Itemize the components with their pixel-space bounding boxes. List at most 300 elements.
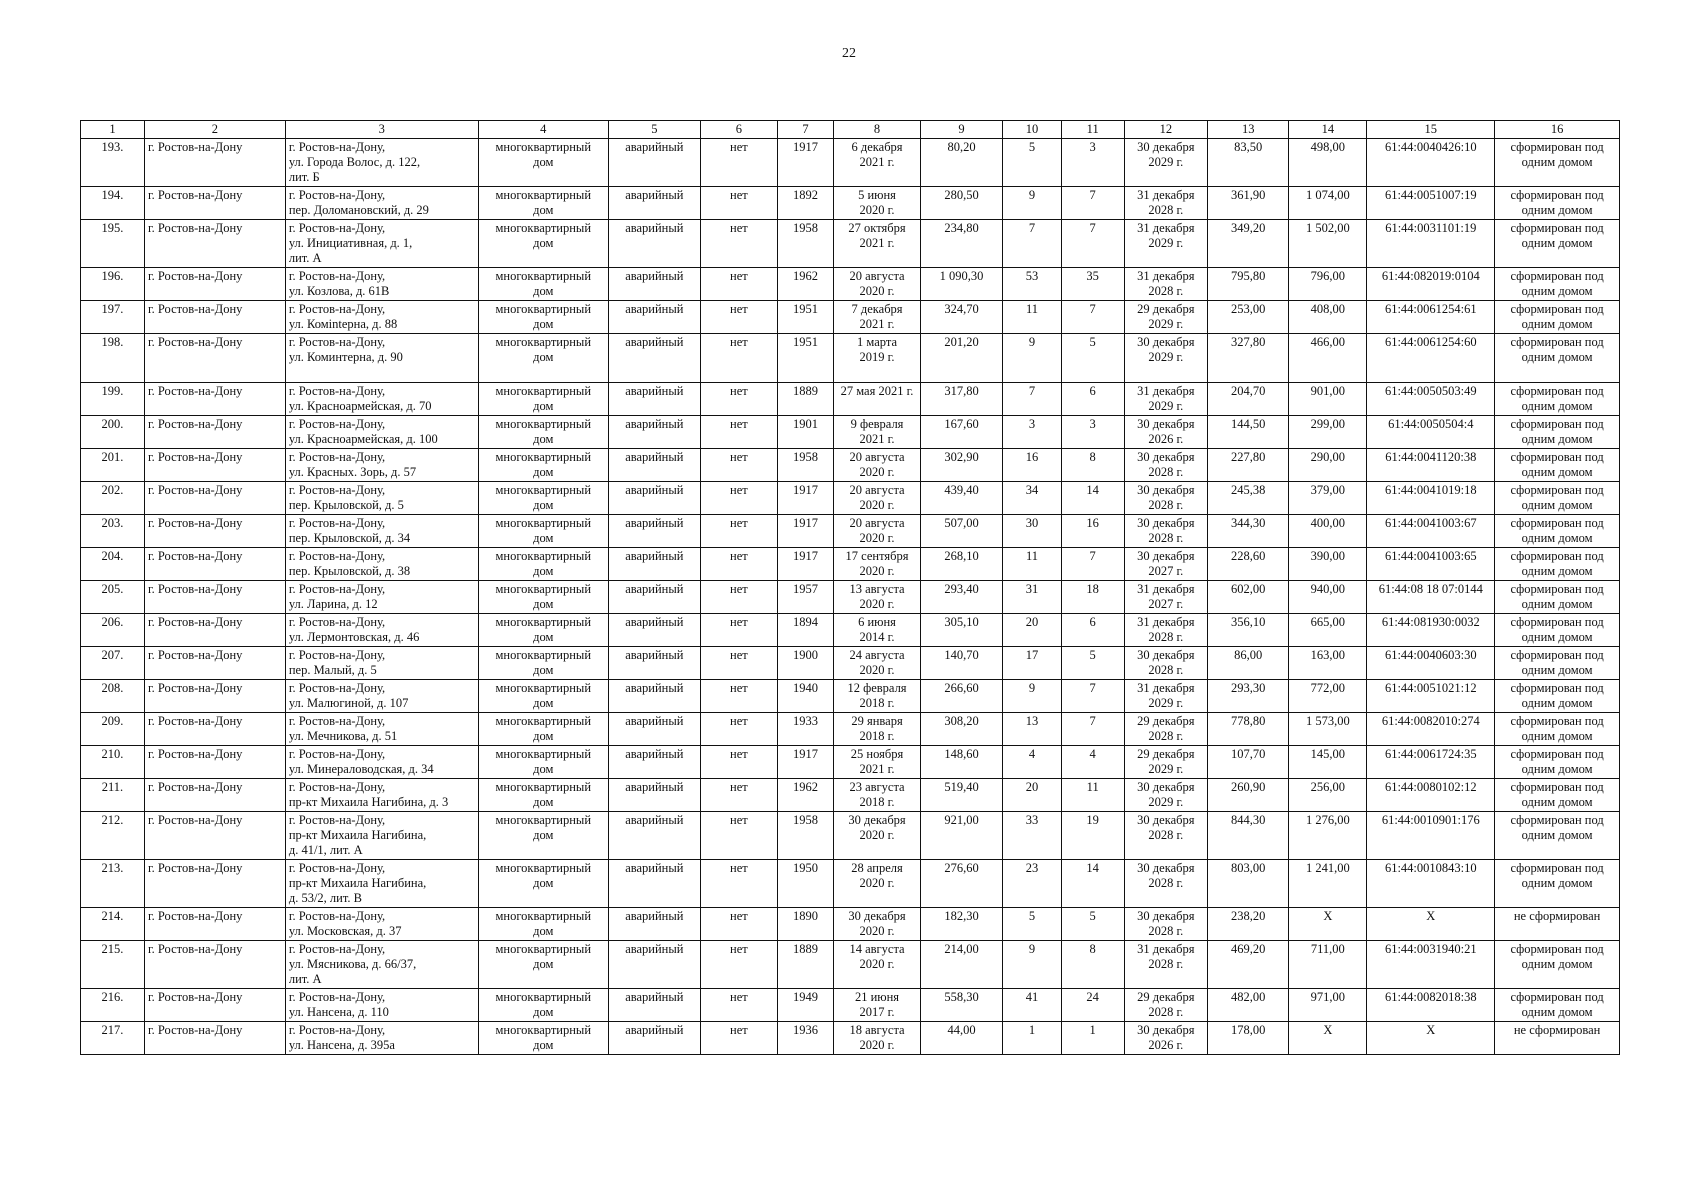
building-type-cell-line: дом — [533, 795, 554, 809]
land-status-cell-line: одним домом — [1521, 432, 1593, 446]
deadline-cell-line: 2029 г. — [1148, 317, 1184, 331]
recognition-date-cell-line: 2020 г. — [859, 498, 895, 512]
recognition-date-cell-line: 20 августа — [849, 450, 905, 464]
status-cell: аварийный — [608, 941, 700, 989]
recognition-date-cell — [834, 383, 921, 416]
address-cell-line: пер. Крыловской, д. 34 — [288, 531, 411, 545]
land-status-cell-line: одним домом — [1521, 203, 1593, 217]
land-status-cell-line: сформирован под — [1510, 140, 1604, 154]
deadline-cell-line: 2028 г. — [1148, 924, 1184, 938]
address-cell — [285, 713, 478, 746]
cadastral-number-cell: 61:44:0010901:176 — [1367, 812, 1495, 860]
municipality-cell: г. Ростов-на-Дону — [144, 187, 285, 220]
land-status-cell — [1495, 139, 1620, 187]
year-cell: 1917 — [777, 482, 833, 515]
table-row — [81, 713, 1620, 746]
flag-cell: нет — [700, 334, 777, 383]
recognition-date-cell-line: 2021 г. — [859, 762, 895, 776]
column-header-11: 11 — [1061, 121, 1124, 139]
building-type-cell-line: дом — [533, 696, 554, 710]
building-type-cell — [478, 746, 608, 779]
deadline-cell-line: 31 декабря — [1137, 681, 1195, 695]
table-row — [81, 779, 1620, 812]
deadline-cell — [1124, 383, 1207, 416]
address-cell — [285, 139, 478, 187]
building-type-cell-line: многоквартирный — [495, 483, 592, 497]
column-header-1: 1 — [81, 121, 145, 139]
recognition-date-cell — [834, 860, 921, 908]
address-cell-line: ул. Малюгиной, д. 107 — [288, 696, 409, 710]
address-cell-line: д. 53/2, лит. В — [288, 891, 362, 905]
address-cell — [285, 680, 478, 713]
deadline-cell-line: 31 декабря — [1137, 942, 1195, 956]
land-status-cell — [1495, 908, 1620, 941]
cadastral-number-cell: Х — [1367, 908, 1495, 941]
deadline-cell-line: 30 декабря — [1137, 813, 1195, 827]
address-cell — [285, 548, 478, 581]
residents-cell: 41 — [1003, 989, 1062, 1022]
area-cell: 302,90 — [920, 449, 1002, 482]
area-cell: 1 090,30 — [920, 268, 1002, 301]
area-cell: 234,80 — [920, 220, 1002, 268]
premises-cell: 11 — [1061, 779, 1124, 812]
deadline-cell-line: 30 декабря — [1137, 549, 1195, 563]
address-cell-line: г. Ростов-на-Дону, — [288, 450, 386, 464]
land-status-cell-line: сформирован под — [1510, 483, 1604, 497]
recognition-date-cell-line: 2020 г. — [859, 1038, 895, 1052]
land-status-cell-line: одним домом — [1521, 597, 1593, 611]
recognition-date-cell — [834, 746, 921, 779]
premises-cell: 19 — [1061, 812, 1124, 860]
flag-cell: нет — [700, 139, 777, 187]
recognition-date-cell — [834, 515, 921, 548]
deadline-cell-line: 2028 г. — [1148, 876, 1184, 890]
status-cell: аварийный — [608, 1022, 700, 1055]
building-type-cell-line: многоквартирный — [495, 417, 592, 431]
address-cell — [285, 779, 478, 812]
flag-cell: нет — [700, 581, 777, 614]
cadastral-number-cell: Х — [1367, 1022, 1495, 1055]
deadline-cell-line: 30 декабря — [1137, 483, 1195, 497]
table-row — [81, 268, 1620, 301]
status-cell: аварийный — [608, 860, 700, 908]
status-cell: аварийный — [608, 614, 700, 647]
land-status-cell-line: одним домом — [1521, 155, 1593, 169]
deadline-cell — [1124, 908, 1207, 941]
building-type-cell-line: многоквартирный — [495, 714, 592, 728]
recognition-date-cell — [834, 581, 921, 614]
building-type-cell — [478, 449, 608, 482]
land-status-cell — [1495, 812, 1620, 860]
address-cell-line: г. Ростов-на-Дону, — [288, 714, 386, 728]
address-cell-line: г. Ростов-на-Дону, — [288, 990, 386, 1004]
area-cell: 317,80 — [920, 383, 1002, 416]
recognition-date-cell-line: 30 декабря — [848, 909, 906, 923]
row-number-cell: 193. — [81, 139, 145, 187]
deadline-cell — [1124, 614, 1207, 647]
premises-cell: 5 — [1061, 334, 1124, 383]
flag-cell: нет — [700, 548, 777, 581]
deadline-cell — [1124, 139, 1207, 187]
residents-cell: 9 — [1003, 187, 1062, 220]
building-type-cell-line: многоквартирный — [495, 302, 592, 316]
building-type-cell-line: многоквартирный — [495, 780, 592, 794]
deadline-cell — [1124, 301, 1207, 334]
table-row — [81, 515, 1620, 548]
recognition-date-cell — [834, 139, 921, 187]
residents-cell: 3 — [1003, 416, 1062, 449]
row-number-cell: 195. — [81, 220, 145, 268]
deadline-cell-line: 29 декабря — [1137, 747, 1195, 761]
recognition-date-cell-line: 2018 г. — [859, 696, 895, 710]
deadline-cell — [1124, 449, 1207, 482]
area-cell: 201,20 — [920, 334, 1002, 383]
land-area-cell: 178,00 — [1208, 1022, 1289, 1055]
recognition-date-cell-line: 21 июня — [854, 990, 900, 1004]
building-type-cell — [478, 812, 608, 860]
status-cell: аварийный — [608, 187, 700, 220]
status-cell: аварийный — [608, 989, 700, 1022]
cadastral-number-cell: 61:44:0061724:35 — [1367, 746, 1495, 779]
year-cell: 1962 — [777, 268, 833, 301]
deadline-cell — [1124, 416, 1207, 449]
year-cell: 1962 — [777, 779, 833, 812]
building-type-cell — [478, 268, 608, 301]
residents-cell: 7 — [1003, 383, 1062, 416]
deadline-cell — [1124, 680, 1207, 713]
table-row — [81, 812, 1620, 860]
residents-cell: 9 — [1003, 334, 1062, 383]
cadastral-number-cell: 61:44:0031101:19 — [1367, 220, 1495, 268]
table-row — [81, 187, 1620, 220]
row-number-cell: 211. — [81, 779, 145, 812]
deadline-cell — [1124, 941, 1207, 989]
land-status-cell — [1495, 482, 1620, 515]
residents-cell: 11 — [1003, 301, 1062, 334]
recognition-date-cell — [834, 680, 921, 713]
address-cell-line: г. Ростов-на-Дону, — [288, 681, 386, 695]
building-type-cell — [478, 548, 608, 581]
recognition-date-cell — [834, 268, 921, 301]
year-cell: 1917 — [777, 746, 833, 779]
year-cell: 1958 — [777, 812, 833, 860]
area-cell: 268,10 — [920, 548, 1002, 581]
land-size-cell: 1 241,00 — [1289, 860, 1367, 908]
land-size-cell: 379,00 — [1289, 482, 1367, 515]
address-cell-line: г. Ростов-на-Дону, — [288, 483, 386, 497]
deadline-cell — [1124, 713, 1207, 746]
recognition-date-cell-line: 24 августа — [849, 648, 905, 662]
recognition-date-cell-line: 2020 г. — [859, 465, 895, 479]
recognition-date-cell-line: 29 января — [851, 714, 903, 728]
status-cell: аварийный — [608, 220, 700, 268]
building-type-cell-line: дом — [533, 432, 554, 446]
building-type-cell — [478, 515, 608, 548]
address-cell-line: ул. Красноармейская, д. 100 — [288, 432, 438, 446]
residents-cell: 30 — [1003, 515, 1062, 548]
row-number-cell: 209. — [81, 713, 145, 746]
table-row — [81, 449, 1620, 482]
land-status-cell-line: одним домом — [1521, 876, 1593, 890]
row-number-cell: 213. — [81, 860, 145, 908]
flag-cell: нет — [700, 812, 777, 860]
address-cell — [285, 268, 478, 301]
deadline-cell-line: 2028 г. — [1148, 498, 1184, 512]
land-status-cell-line: одним домом — [1521, 663, 1593, 677]
address-cell — [285, 449, 478, 482]
building-type-cell-line: дом — [533, 564, 554, 578]
status-cell: аварийный — [608, 908, 700, 941]
land-area-cell: 469,20 — [1208, 941, 1289, 989]
deadline-cell — [1124, 220, 1207, 268]
municipality-cell: г. Ростов-на-Дону — [144, 301, 285, 334]
deadline-cell-line: 2028 г. — [1148, 465, 1184, 479]
deadline-cell — [1124, 779, 1207, 812]
recognition-date-cell — [834, 482, 921, 515]
premises-cell: 7 — [1061, 301, 1124, 334]
land-status-cell — [1495, 581, 1620, 614]
address-cell — [285, 515, 478, 548]
recognition-date-cell-line: 20 августа — [849, 483, 905, 497]
land-size-cell: 145,00 — [1289, 746, 1367, 779]
address-cell-line: г. Ростов-на-Дону, — [288, 549, 386, 563]
recognition-date-cell-line: 5 июня — [858, 188, 896, 202]
recognition-date-cell-line: 25 ноября — [850, 747, 904, 761]
column-header-6: 6 — [700, 121, 777, 139]
status-cell: аварийный — [608, 301, 700, 334]
municipality-cell: г. Ростов-на-Дону — [144, 1022, 285, 1055]
area-cell: 308,20 — [920, 713, 1002, 746]
land-status-cell-line: сформирован под — [1510, 417, 1604, 431]
recognition-date-cell-line: 2020 г. — [859, 531, 895, 545]
address-cell-line: ул. Козлова, д. 61В — [288, 284, 390, 298]
cadastral-number-cell: 61:44:0031940:21 — [1367, 941, 1495, 989]
building-type-cell — [478, 1022, 608, 1055]
column-header-12: 12 — [1124, 121, 1207, 139]
municipality-cell: г. Ростов-на-Дону — [144, 548, 285, 581]
table-row — [81, 482, 1620, 515]
building-type-cell-line: многоквартирный — [495, 549, 592, 563]
land-status-cell — [1495, 860, 1620, 908]
year-cell: 1951 — [777, 301, 833, 334]
building-type-cell-line: многоквартирный — [495, 909, 592, 923]
address-cell — [285, 746, 478, 779]
municipality-cell: г. Ростов-на-Дону — [144, 746, 285, 779]
year-cell: 1957 — [777, 581, 833, 614]
status-cell: аварийный — [608, 416, 700, 449]
table-row — [81, 220, 1620, 268]
recognition-date-cell-line: 2020 г. — [859, 663, 895, 677]
deadline-cell-line: 2028 г. — [1148, 1005, 1184, 1019]
land-status-cell-line: одним домом — [1521, 399, 1593, 413]
row-number-cell: 197. — [81, 301, 145, 334]
address-cell — [285, 989, 478, 1022]
building-type-cell-line: многоквартирный — [495, 384, 592, 398]
land-status-cell — [1495, 779, 1620, 812]
building-type-cell — [478, 301, 608, 334]
land-size-cell: 1 276,00 — [1289, 812, 1367, 860]
land-area-cell: 327,80 — [1208, 334, 1289, 383]
cadastral-number-cell: 61:44:0050503:49 — [1367, 383, 1495, 416]
row-number-cell: 210. — [81, 746, 145, 779]
building-type-cell-line: дом — [533, 597, 554, 611]
address-cell-line: г. Ростов-на-Дону, — [288, 140, 386, 154]
row-number-cell: 203. — [81, 515, 145, 548]
building-type-cell-line: дом — [533, 155, 554, 169]
deadline-cell-line: 31 декабря — [1137, 221, 1195, 235]
year-cell: 1889 — [777, 383, 833, 416]
premises-cell: 14 — [1061, 860, 1124, 908]
land-status-cell-line: сформирован под — [1510, 335, 1604, 349]
deadline-cell — [1124, 515, 1207, 548]
status-cell: аварийный — [608, 548, 700, 581]
building-type-cell-line: многоквартирный — [495, 1023, 592, 1037]
status-cell: аварийный — [608, 779, 700, 812]
recognition-date-cell-line: 23 августа — [849, 780, 905, 794]
area-cell: 167,60 — [920, 416, 1002, 449]
recognition-date-cell-line: 2018 г. — [859, 795, 895, 809]
address-cell-line: г. Ростов-на-Дону, — [288, 861, 386, 875]
deadline-cell — [1124, 334, 1207, 383]
land-status-cell-line: сформирован под — [1510, 384, 1604, 398]
recognition-date-cell-line: 30 декабря — [848, 813, 906, 827]
recognition-date-cell — [834, 779, 921, 812]
recognition-date-cell-line: 2021 г. — [859, 155, 895, 169]
flag-cell: нет — [700, 515, 777, 548]
land-status-cell-line: одним домом — [1521, 762, 1593, 776]
flag-cell: нет — [700, 647, 777, 680]
year-cell: 1889 — [777, 941, 833, 989]
row-number-cell: 200. — [81, 416, 145, 449]
address-cell-line: пр-кт Михаила Нагибина, — [288, 876, 427, 890]
page-number: 22 — [842, 46, 856, 61]
recognition-date-cell — [834, 301, 921, 334]
status-cell: аварийный — [608, 647, 700, 680]
address-cell-line: г. Ростов-на-Дону, — [288, 302, 386, 316]
cadastral-number-cell: 61:44:0041019:18 — [1367, 482, 1495, 515]
row-number-cell: 214. — [81, 908, 145, 941]
building-type-cell — [478, 713, 608, 746]
recognition-date-cell — [834, 416, 921, 449]
land-status-cell-line: сформирован под — [1510, 582, 1604, 596]
row-number-cell: 212. — [81, 812, 145, 860]
address-cell-line: пер. Малый, д. 5 — [288, 663, 377, 677]
municipality-cell: г. Ростов-на-Дону — [144, 220, 285, 268]
address-cell-line: г. Ростов-на-Дону, — [288, 417, 386, 431]
flag-cell: нет — [700, 187, 777, 220]
land-status-cell-line: сформирован под — [1510, 269, 1604, 283]
recognition-date-cell-line: 2017 г. — [859, 1005, 895, 1019]
land-status-cell-line: не сформирован — [1513, 1023, 1601, 1037]
table-row — [81, 860, 1620, 908]
deadline-cell-line: 2028 г. — [1148, 957, 1184, 971]
land-size-cell: 163,00 — [1289, 647, 1367, 680]
residents-cell: 20 — [1003, 614, 1062, 647]
row-number-cell: 204. — [81, 548, 145, 581]
land-size-cell: 400,00 — [1289, 515, 1367, 548]
municipality-cell: г. Ростов-на-Дону — [144, 812, 285, 860]
deadline-cell-line: 2028 г. — [1148, 531, 1184, 545]
deadline-cell-line: 2029 г. — [1148, 762, 1184, 776]
recognition-date-cell-line: 1 марта — [857, 335, 898, 349]
building-type-cell-line: многоквартирный — [495, 990, 592, 1004]
address-cell-line: ул. Нансена, д. 110 — [288, 1005, 389, 1019]
land-area-cell: 356,10 — [1208, 614, 1289, 647]
address-cell-line: ул. Комintерна, д. 88 — [288, 317, 398, 331]
row-number-cell: 198. — [81, 334, 145, 383]
cadastral-number-cell: 61:44:0051021:12 — [1367, 680, 1495, 713]
status-cell: аварийный — [608, 713, 700, 746]
address-cell-line: ул. Ларина, д. 12 — [288, 597, 378, 611]
address-cell-line: пер. Доломановский, д. 29 — [288, 203, 429, 217]
address-cell — [285, 860, 478, 908]
land-status-cell-line: одним домом — [1521, 531, 1593, 545]
recognition-date-cell-line: 28 апреля — [851, 861, 903, 875]
address-cell — [285, 416, 478, 449]
column-header-4: 4 — [478, 121, 608, 139]
column-header-2: 2 — [144, 121, 285, 139]
deadline-cell-line: 30 декабря — [1137, 335, 1195, 349]
premises-cell: 14 — [1061, 482, 1124, 515]
area-cell: 324,70 — [920, 301, 1002, 334]
flag-cell: нет — [700, 680, 777, 713]
houses-table-container — [80, 120, 1620, 1055]
deadline-cell-line: 31 декабря — [1137, 582, 1195, 596]
building-type-cell-line: многоквартирный — [495, 681, 592, 695]
recognition-date-cell-line: 2020 г. — [859, 284, 895, 298]
land-status-cell — [1495, 220, 1620, 268]
year-cell: 1950 — [777, 860, 833, 908]
row-number-cell: 207. — [81, 647, 145, 680]
land-area-cell: 778,80 — [1208, 713, 1289, 746]
row-number-cell: 208. — [81, 680, 145, 713]
cadastral-number-cell: 61:44:0040603:30 — [1367, 647, 1495, 680]
flag-cell: нет — [700, 383, 777, 416]
building-type-cell-line: дом — [533, 630, 554, 644]
flag-cell: нет — [700, 989, 777, 1022]
cadastral-number-cell: 61:44:0082010:274 — [1367, 713, 1495, 746]
building-type-cell — [478, 647, 608, 680]
year-cell: 1940 — [777, 680, 833, 713]
column-header-9: 9 — [920, 121, 1002, 139]
residents-cell: 17 — [1003, 647, 1062, 680]
table-row — [81, 139, 1620, 187]
year-cell: 1933 — [777, 713, 833, 746]
land-size-cell: 772,00 — [1289, 680, 1367, 713]
deadline-cell-line: 2029 г. — [1148, 236, 1184, 250]
cadastral-number-cell: 61:44:082019:0104 — [1367, 268, 1495, 301]
cadastral-number-cell: 61:44:0041003:67 — [1367, 515, 1495, 548]
land-status-cell-line: сформирован под — [1510, 615, 1604, 629]
premises-cell: 5 — [1061, 647, 1124, 680]
recognition-date-cell-line: 2020 г. — [859, 876, 895, 890]
land-status-cell-line: сформирован под — [1510, 747, 1604, 761]
residents-cell: 34 — [1003, 482, 1062, 515]
table-row — [81, 301, 1620, 334]
recognition-date-cell-line: 2020 г. — [859, 957, 895, 971]
status-cell: аварийный — [608, 746, 700, 779]
land-status-cell-line: сформирован под — [1510, 221, 1604, 235]
land-status-cell-line: одним домом — [1521, 498, 1593, 512]
flag-cell: нет — [700, 614, 777, 647]
building-type-cell-line: дом — [533, 924, 554, 938]
land-status-cell — [1495, 449, 1620, 482]
residents-cell: 9 — [1003, 680, 1062, 713]
premises-cell: 3 — [1061, 139, 1124, 187]
cadastral-number-cell: 61:44:08 18 07:0144 — [1367, 581, 1495, 614]
address-cell — [285, 908, 478, 941]
building-type-cell-line: дом — [533, 236, 554, 250]
